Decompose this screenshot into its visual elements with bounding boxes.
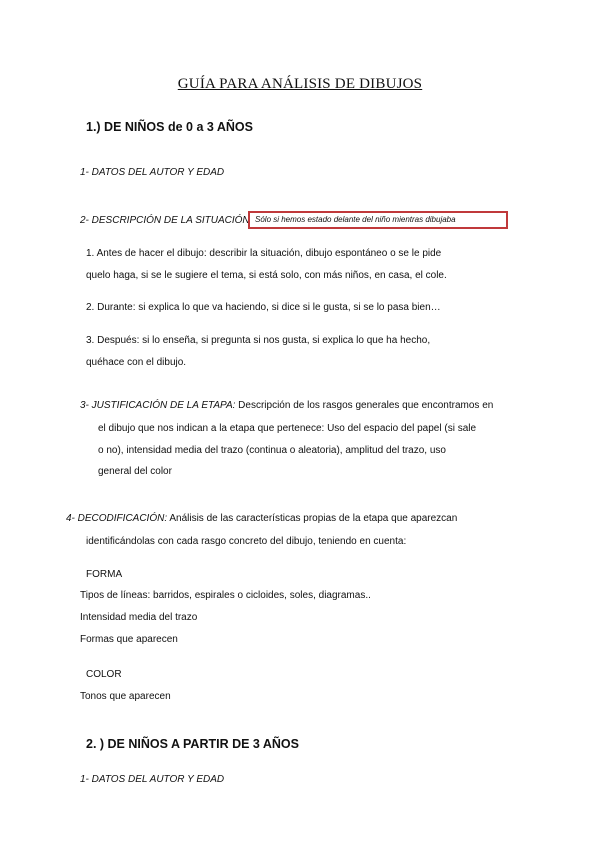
item4-text: Análisis de las características propias de la etapa que aparezcan: [167, 513, 458, 524]
color-label: COLOR: [86, 669, 122, 680]
section2-heading: 2. ) DE NIÑOS A PARTIR DE 3 AÑOS: [86, 737, 299, 751]
item4-label: 4- DECODIFICACIÓN:: [66, 513, 168, 524]
item4-line1: [66, 513, 457, 524]
situation-note-box: Sólo si hemos estado delante del niño mientras dibujaba: [248, 211, 508, 229]
item3-text: Descripción de los rasgos generales que encontramos en: [235, 400, 494, 411]
forma-label: FORMA: [86, 569, 123, 580]
section2-item1-label: 1- DATOS DEL AUTOR Y EDAD: [80, 774, 225, 785]
item3-line4: general del color: [98, 466, 172, 477]
item2-label: 2- DESCRIPCIÓN DE LA SITUACIÓN: [80, 215, 250, 226]
item3-line2: el dibujo que nos indican a la etapa que pertenece: Uso del espacio del papel (si sale: [98, 423, 477, 434]
item3-label: 3- JUSTIFICACIÓN DE LA ETAPA:: [80, 400, 236, 411]
item1-label: 1- DATOS DEL AUTOR Y EDAD: [80, 167, 225, 178]
forma-item: Tipos de líneas: barridos, espirales o cicloides, soles, diagramas..: [80, 590, 371, 601]
p2-line: 2. Durante: si explica lo que va haciendo, si dice si le gusta, si se lo pasa bien…: [86, 302, 441, 313]
forma-item: Formas que aparecen: [80, 634, 178, 645]
section1-heading: 1.) DE NIÑOS de 0 a 3 AÑOS: [86, 120, 253, 134]
item3-line3: o no), intensidad media del trazo (continua o aleatoria), amplitud del trazo, uso: [98, 445, 446, 456]
p3-line2: quéhace con el dibujo.: [86, 357, 187, 368]
p1-line1: 1. Antes de hacer el dibujo: describir la situación, dibujo espontáneo o se le pide: [86, 248, 442, 259]
document-title: GUÍA PARA ANÁLISIS DE DIBUJOS: [177, 76, 423, 92]
color-item: Tonos que aparecen: [80, 691, 171, 702]
forma-item: Intensidad media del trazo: [80, 612, 198, 623]
item3-line1: [80, 400, 493, 411]
p3-line1: 3. Después: si lo enseña, si pregunta si nos gusta, si explica lo que ha hecho,: [86, 335, 431, 346]
p1-line2: quelo haga, si se le sugiere el tema, si está solo, con más niños, en casa, el cole.: [86, 270, 447, 281]
item4-line2: identificándolas con cada rasgo concreto del dibujo, teniendo en cuenta:: [86, 536, 407, 547]
